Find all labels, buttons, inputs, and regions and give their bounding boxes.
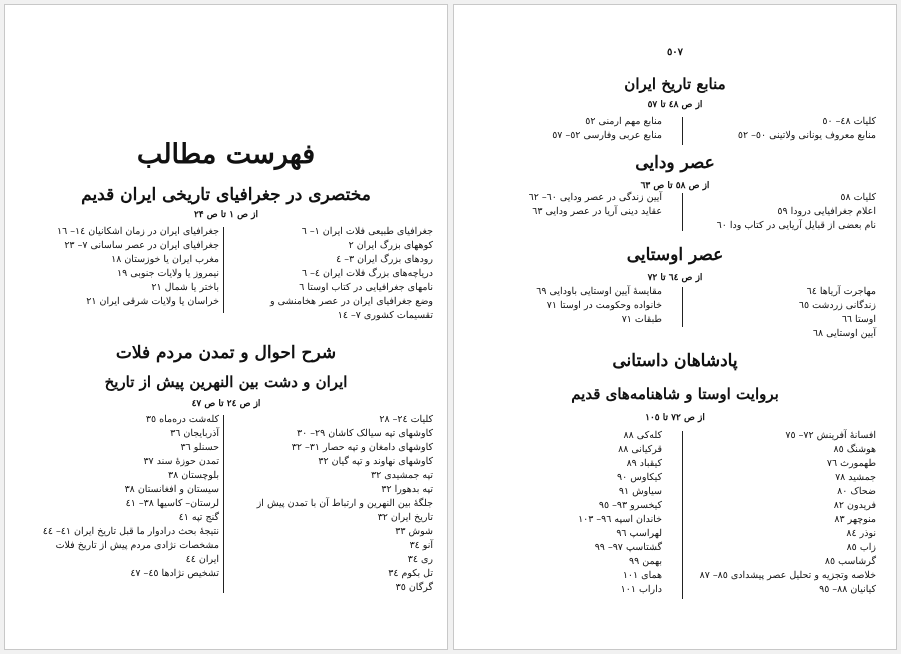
section-heading: عصر ودایی <box>635 153 715 173</box>
column-divider <box>223 227 224 313</box>
toc-entry: بهمن ۹۹ <box>629 556 662 567</box>
toc-entry: اوستا ٦٦ <box>841 314 876 325</box>
toc-entry: جلگهٔ بین النهرین و ارتباط آن با تمدن پیش از <box>256 498 433 509</box>
column-divider <box>682 431 683 599</box>
toc-entry: گرشاسب ۸٥ <box>824 556 876 567</box>
toc-entry: طبقات ۷۱ <box>621 314 662 325</box>
toc-entry: خلاصه وتجزیه و تحلیل عصر پیشدادی ۸٥– ۸۷ <box>699 570 876 581</box>
section-columns <box>454 429 896 619</box>
section-range: از ص ٦٤ تا ۷۲ <box>647 273 703 283</box>
section-subheading: بروایت اوستا و شاهنامه‌های قدیم <box>571 385 779 403</box>
toc-entry: کوههای بزرگ ایران ۲ <box>348 240 433 251</box>
column-right <box>691 285 876 341</box>
section-heading: پادشاهان داستانی <box>612 351 738 371</box>
toc-entry: منابع مهم ارمنی ٥۲ <box>585 116 662 127</box>
toc-entry: سیاوش ۹۱ <box>618 486 662 497</box>
section-subheading: ایران و دشت بین النهرین پیش از تاریخ <box>104 373 348 391</box>
section-heading: منابع تاریخ ایران <box>624 75 726 93</box>
toc-entry: تل بکوم ۳٤ <box>388 568 433 579</box>
column-right <box>676 191 876 233</box>
toc-entry: کیانیان ۸۸– ۹٥ <box>819 584 876 595</box>
toc-entry: شوش ۳۳ <box>395 526 433 537</box>
toc-entry: منابع عربی وفارسی ٥۲– ٥۷ <box>552 130 662 141</box>
toc-entry: منابع معروف یونانی ولاتینی ٥۰– ٥۲ <box>737 130 876 141</box>
column-right <box>223 413 433 595</box>
toc-entry: کاوشهای تپه سیالک کاشان ۲۹– ۳۰ <box>297 428 433 439</box>
toc-entry: ضحاک ۸۰ <box>837 486 876 497</box>
toc-entry: هوشنگ ۸٥ <box>833 444 876 455</box>
toc-entry: جغرافیای ایران در زمان اشکانیان ۱٤– ۱٦ <box>56 226 219 237</box>
toc-entry: زاب ۸٥ <box>846 542 876 553</box>
section-range: از ص ۲٤ تا ص ٤۷ <box>191 399 261 409</box>
column-left <box>472 429 662 597</box>
toc-entry: گنج تپه ٤۱ <box>178 512 219 523</box>
toc-entry: کاوشهای نهاوند و تپه گیان ۳۲ <box>318 456 433 467</box>
section-heading: مختصری در جغرافیای تاریخی ایران قدیم <box>81 185 371 205</box>
toc-entry: ایران ٤٤ <box>185 554 219 565</box>
toc-entry: گرگان ۳٥ <box>395 582 433 593</box>
toc-entry: تپه جمشیدی ۳۲ <box>371 470 433 481</box>
toc-entry: لهراسپ ۹٦ <box>616 528 662 539</box>
column-left <box>472 191 662 219</box>
toc-entry: جغرافیای طبیعی فلات ایران ۱– ٦ <box>301 226 433 237</box>
toc-entry: کیقباد ۸۹ <box>626 458 662 469</box>
column-divider <box>682 287 683 327</box>
toc-entry: کلیات ۲٤– ۲۸ <box>379 414 433 425</box>
toc-entry: لرستان– کاسیها ۳۸– ٤۱ <box>125 498 219 509</box>
toc-entry: کیخسرو ۹۳– ۹٥ <box>598 500 662 511</box>
toc-entry: منوچهر ۸۳ <box>834 514 876 525</box>
column-right <box>676 429 876 597</box>
toc-entry: دریاچه‌های بزرگ فلات ایران ٤– ٦ <box>301 268 433 279</box>
toc-entry: خانواده وحکومت در اوستا ۷۱ <box>546 300 662 311</box>
toc-entry: اعلام جغرافیایی درودا ٥۹ <box>777 206 876 217</box>
toc-entry: نام بعضی از قبایل آریایی در کتاب ودا ٦۰ <box>716 220 876 231</box>
toc-entry: رودهای بزرگ ایران ۳– ٤ <box>336 254 433 265</box>
toc-entry: آیین زندگی در عصر ودایی ٦۰– ٦۲ <box>528 192 662 203</box>
toc-entry: فریدون ۸۲ <box>833 500 876 511</box>
column-right <box>233 225 433 323</box>
section-columns <box>454 115 896 147</box>
section-columns <box>454 285 896 345</box>
toc-entry: تپه بدهورا ۳۲ <box>381 484 433 495</box>
column-left <box>472 285 662 327</box>
toc-entry: خاندان اسپه ۹٦– ۱۰۳ <box>578 514 662 525</box>
toc-entry: مقایسهٔ آیین اوستایی باودایی ٦۹ <box>536 286 662 297</box>
toc-entry: افسانهٔ آفرینش ۷۲– ۷٥ <box>785 430 876 441</box>
toc-entry: نامهای جغرافیایی در کتاب اوستا ٦ <box>299 282 433 293</box>
toc-entry: تشخیص نژادها ٤٥– ٤۷ <box>130 568 219 579</box>
toc-entry: کلیات ٥۸ <box>840 192 876 203</box>
toc-entry: تمدن حوزهٔ سند ۳۷ <box>143 456 219 467</box>
toc-entry: نیمروز یا ولایات جنوبی ۱۹ <box>117 268 219 279</box>
toc-entry: حسنلو ۳٦ <box>180 442 219 453</box>
section-heading: شرح احوال و تمدن مردم فلات <box>115 343 337 363</box>
toc-entry: آیین اوستایی ٦۸ <box>812 328 876 339</box>
toc-entry: مهاجرت آریاها ٦٤ <box>806 286 876 297</box>
section-columns <box>5 225 447 335</box>
toc-entry: نوذر ۸٤ <box>846 528 876 539</box>
toc-entry: تاریخ ایران ۳۲ <box>377 512 433 523</box>
contents-title: فهرست مطالب <box>136 139 316 170</box>
toc-entry: داراب ۱۰۱ <box>620 584 662 595</box>
toc-entry: تقسیمات کشوری ۷– ۱٤ <box>337 310 433 321</box>
toc-entry: کله‌کی ۸۸ <box>623 430 662 441</box>
section-columns <box>5 413 447 613</box>
toc-entry: مغرب ایران یا خوزستان ۱۸ <box>111 254 219 265</box>
section-range: از ص ۷۲ تا ۱۰٥ <box>645 413 705 423</box>
toc-entry: طهمورث ۷٦ <box>826 458 876 469</box>
section-range: از ص ۱ تا ص ۲۴ <box>193 210 259 220</box>
toc-entry: باختر یا شمال ۲۱ <box>151 282 219 293</box>
column-divider <box>223 415 224 593</box>
toc-entry: زندگانی زردشت ٦٥ <box>798 300 876 311</box>
toc-entry: کله‌شت دره‌ماه ۳٥ <box>145 414 219 425</box>
toc-entry: سیستان و افغانستان ۳۸ <box>124 484 219 495</box>
toc-entry: جغرافیای ایران در عصر ساسانی ۷– ۲۳ <box>64 240 219 251</box>
toc-entry: بلوچستان ۳۸ <box>167 470 219 481</box>
toc-entry: کلیات ٤۸– ٥۰ <box>822 116 876 127</box>
toc-entry: خراسان یا ولایات شرقی ایران ۲۱ <box>86 296 219 307</box>
toc-entry: ری ۳٤ <box>407 554 433 565</box>
toc-entry: همای ۱۰۱ <box>622 570 662 581</box>
column-left <box>472 115 662 143</box>
toc-entry: کاوشهای دامغان و تپه حصار ۳۱– ۳۲ <box>291 442 433 453</box>
column-right <box>691 115 876 143</box>
section-columns <box>454 191 896 235</box>
toc-entry: وضع جغرافیای ایران در عصر هخامنشی و <box>270 296 433 307</box>
toc-entry: آذربایجان ۳٦ <box>170 428 219 439</box>
toc-entry: آنو ۳٤ <box>409 540 433 551</box>
column-left <box>13 413 219 581</box>
column-divider <box>682 117 683 145</box>
toc-entry: نتیجهٔ بحث درادوار ما قبل تاریخ ایران ٤۱– ٤٤ <box>42 526 219 537</box>
toc-entry: قرکیانی ۸۸ <box>618 444 662 455</box>
left-page <box>4 4 448 650</box>
toc-entry: جمشید ۷۸ <box>835 472 876 483</box>
toc-entry: مشخصات نژادی مردم پیش از تاریخ فلات <box>55 540 219 551</box>
toc-entry: گشتاسپ ۹۷– ۹۹ <box>594 542 662 553</box>
page-number: ٥۰۷ <box>666 47 684 58</box>
toc-entry: کیکاوس ۹۰ <box>617 472 662 483</box>
section-range: از ص ٥۸ تا ص ٦۳ <box>640 181 710 191</box>
column-divider <box>682 193 683 231</box>
column-left <box>14 225 219 309</box>
section-heading: عصر اوستایی <box>626 245 724 265</box>
toc-entry: عقاید دینی آریا در عصر ودایی ٦۳ <box>532 206 662 217</box>
right-page <box>453 4 897 650</box>
section-range: از ص ٤۸ تا ٥۷ <box>647 100 703 110</box>
